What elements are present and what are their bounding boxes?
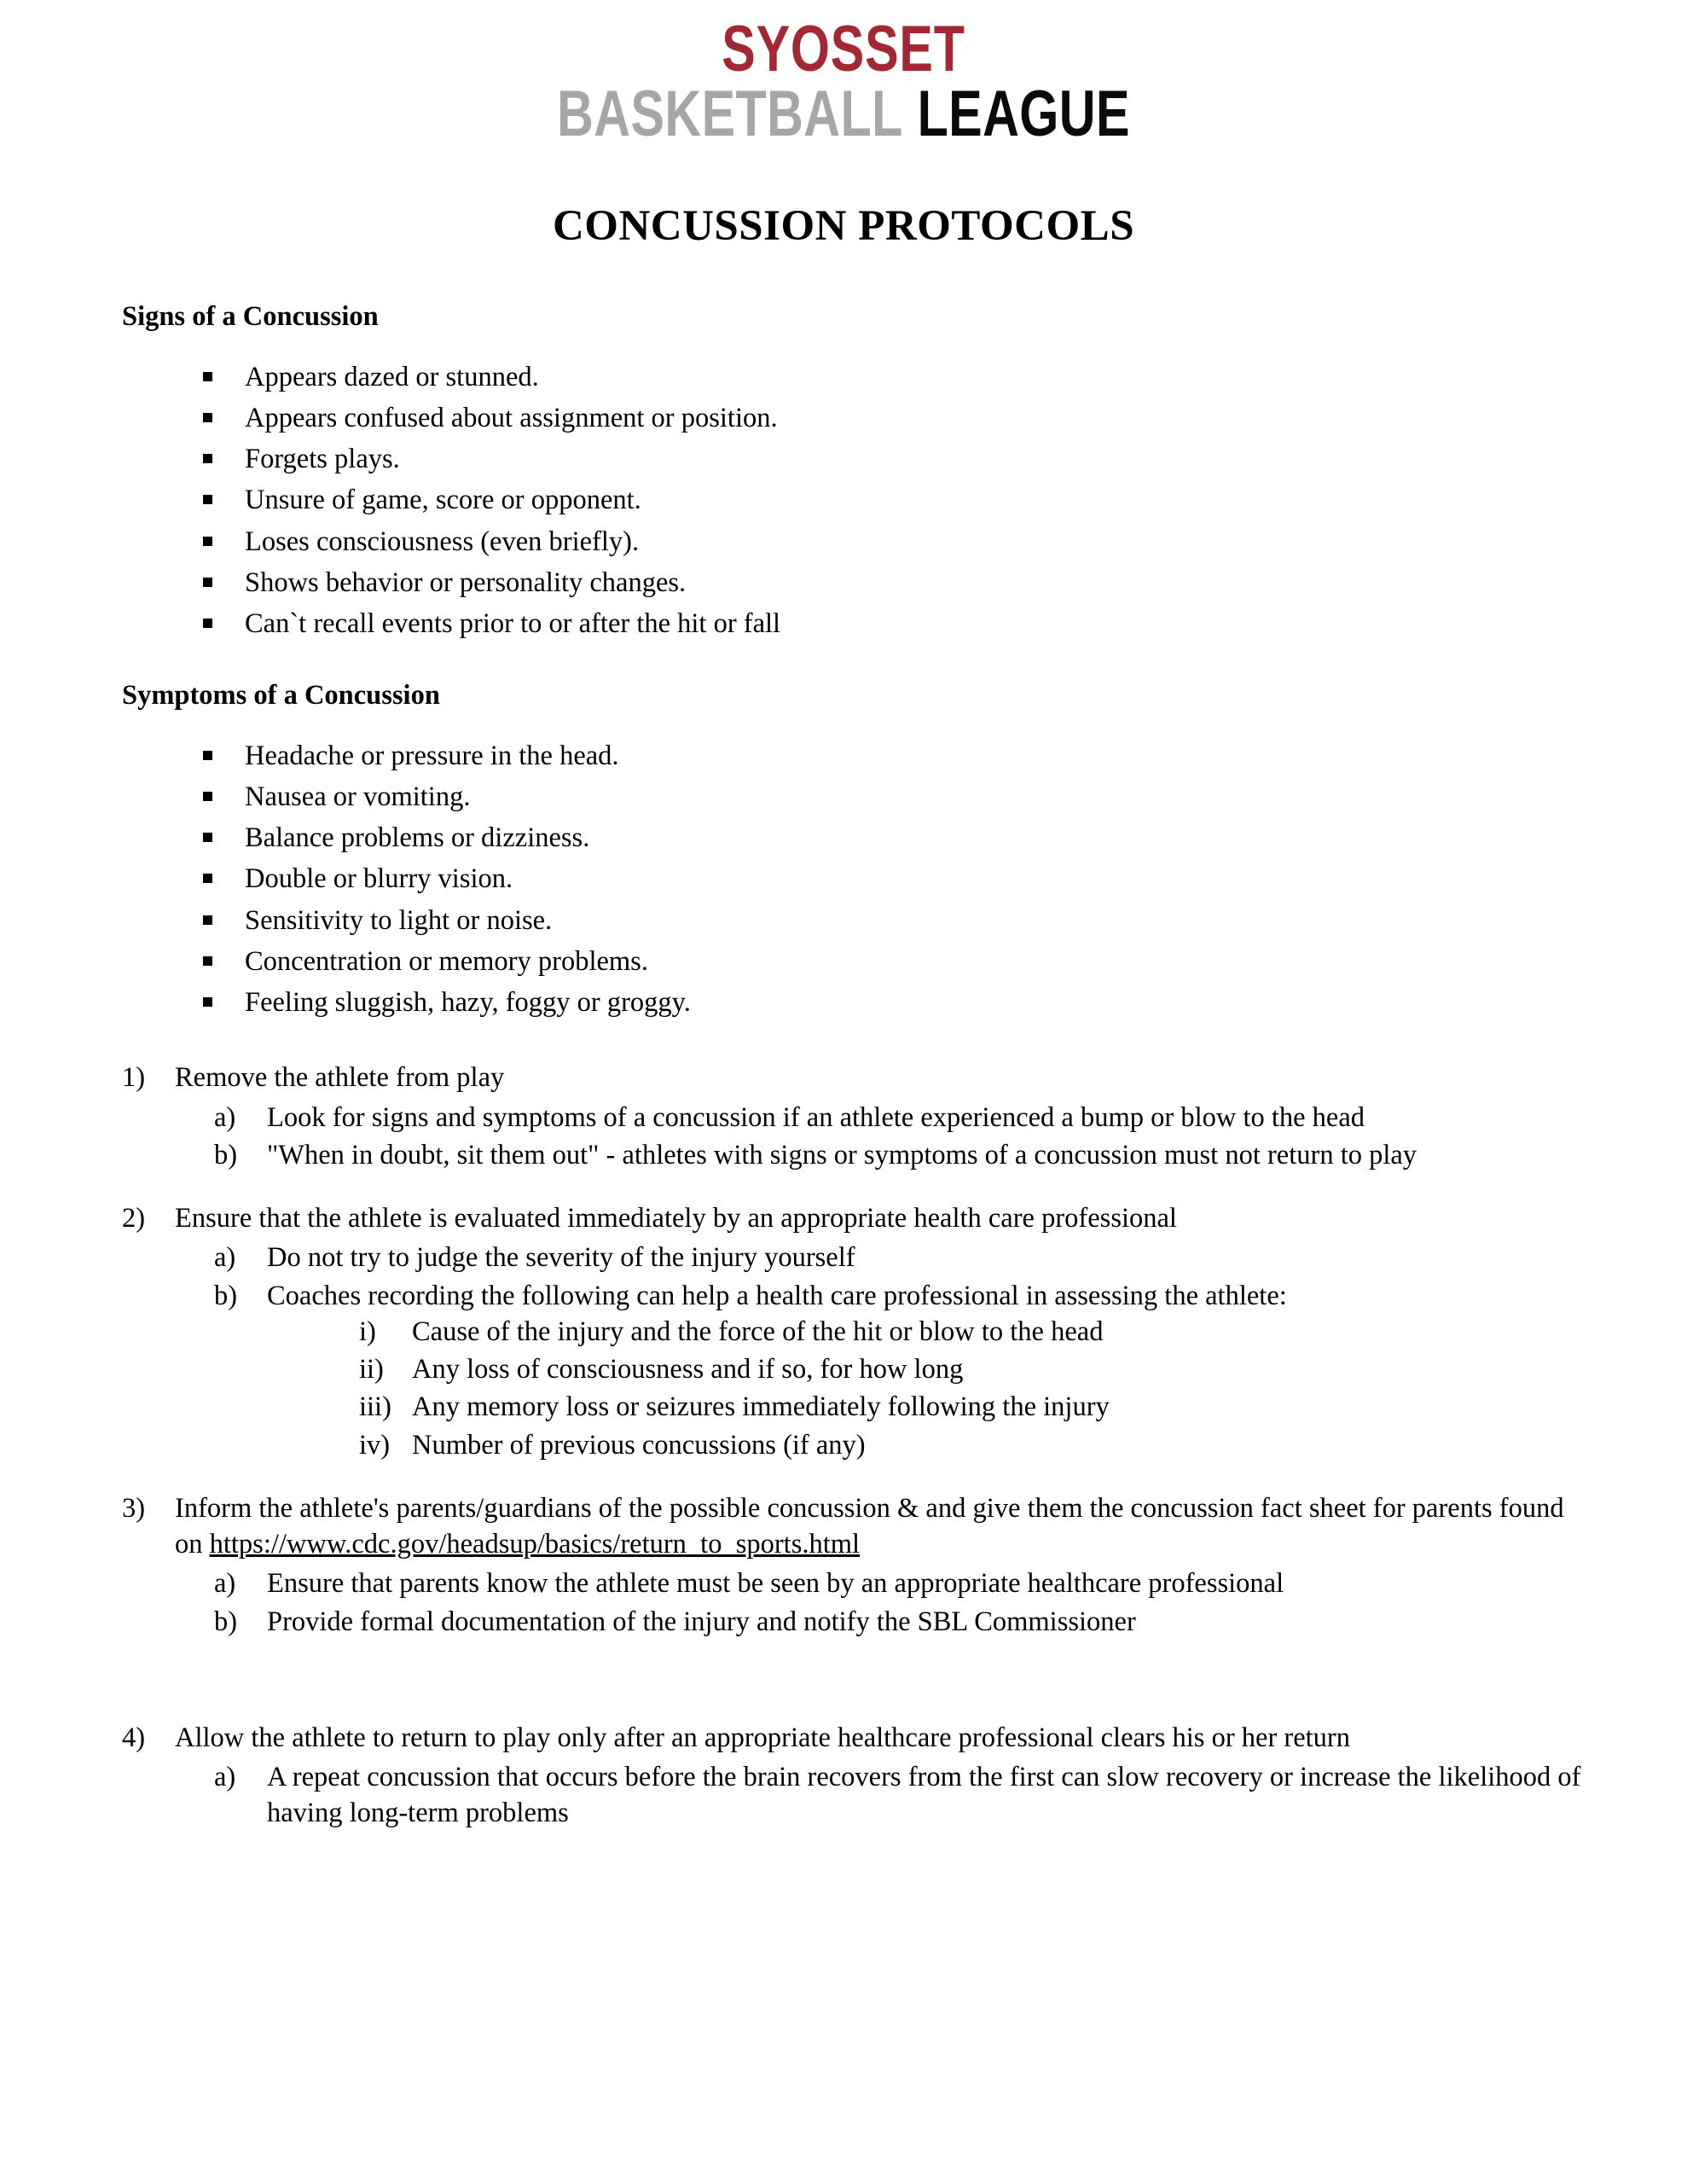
list-item-label: Can`t recall events prior to or after the hit or fall bbox=[245, 608, 781, 640]
step-marker: 2) bbox=[122, 1203, 146, 1234]
protocol-step bbox=[122, 1490, 1585, 1563]
list-item-label: Unsure of game, score or opponent. bbox=[245, 485, 641, 516]
logo-text-league: LEAGUE bbox=[917, 78, 1130, 151]
substep-marker: a) bbox=[214, 1762, 236, 1793]
list-item-label: Feeling sluggish, hazy, foggy or groggy. bbox=[245, 987, 691, 1019]
step-text: Allow the athlete to return to play only after an appropriate healthcare professional clears his or her return bbox=[175, 1722, 1350, 1753]
step-sublist bbox=[122, 1759, 1585, 1832]
list-item bbox=[203, 903, 1585, 938]
detail-text: Number of previous concussions (if any) bbox=[412, 1429, 866, 1461]
protocol-steps-list bbox=[122, 1060, 1585, 1831]
step-marker: 3) bbox=[122, 1492, 146, 1524]
square-bullet-icon bbox=[203, 372, 212, 381]
page-title: CONCUSSION PROTOCOLS bbox=[552, 202, 1135, 251]
substep-text: "When in doubt, sit them out" - athletes with signs or symptoms of a concussion must not return to play bbox=[267, 1139, 1417, 1170]
square-bullet-icon bbox=[203, 956, 212, 966]
list-item bbox=[203, 524, 1585, 560]
document-body bbox=[0, 299, 1687, 1831]
detail-marker: iii) bbox=[359, 1391, 391, 1423]
substep-marker: b) bbox=[214, 1280, 238, 1311]
square-bullet-icon bbox=[203, 619, 212, 628]
list-item bbox=[203, 359, 1585, 395]
step-text bbox=[175, 1490, 1585, 1563]
detail-marker: ii) bbox=[359, 1354, 384, 1385]
list-item bbox=[203, 779, 1585, 815]
substep-detail bbox=[359, 1351, 1585, 1387]
detail-marker: iv) bbox=[359, 1429, 391, 1461]
step-text-lead: Inform the athlete's parents/guardians of the possible concussion & and give them the concussion fact sheet for parents found on bbox=[175, 1492, 1564, 1560]
step-sublist bbox=[122, 1240, 1585, 1463]
square-bullet-icon bbox=[203, 413, 212, 422]
list-item-label: Balance problems or dizziness. bbox=[245, 822, 590, 854]
step-substep bbox=[214, 1565, 1585, 1601]
detail-text: Cause of the injury and the force of the hit or blow to the head bbox=[412, 1316, 1104, 1347]
substep-marker: a) bbox=[214, 1242, 236, 1274]
protocol-step bbox=[122, 1200, 1585, 1236]
list-item bbox=[203, 738, 1585, 774]
spacer bbox=[122, 1465, 1585, 1490]
detail-marker: i) bbox=[359, 1316, 376, 1347]
logo-line-two bbox=[186, 78, 1502, 151]
list-item bbox=[203, 944, 1585, 979]
square-bullet-icon bbox=[203, 792, 212, 801]
cdc-returnto-sports-link[interactable]: https://www.cdc.gov/headsup/basics/return_to_sports.html bbox=[209, 1529, 861, 1560]
substep-marker: a) bbox=[214, 1101, 236, 1133]
list-item-label: Forgets plays. bbox=[245, 444, 400, 475]
substep-text: Coaches recording the following can help a health care professional in assessing the athlete: bbox=[267, 1280, 1287, 1311]
list-item-label: Loses consciousness (even briefly). bbox=[245, 526, 640, 557]
step-substep bbox=[214, 1240, 1585, 1275]
list-item bbox=[203, 565, 1585, 601]
list-item bbox=[203, 606, 1585, 642]
substep-sublist bbox=[267, 1314, 1585, 1463]
spacer bbox=[122, 1641, 1585, 1720]
substep-text: Look for signs and symptoms of a concussion if an athlete experienced a bump or blow to the head bbox=[267, 1101, 1365, 1133]
step-marker: 4) bbox=[122, 1722, 146, 1753]
spacer bbox=[122, 1175, 1585, 1200]
substep-detail bbox=[359, 1314, 1585, 1350]
step-substep bbox=[214, 1137, 1585, 1173]
square-bullet-icon bbox=[203, 997, 212, 1007]
list-item-label: Concentration or memory problems. bbox=[245, 945, 648, 977]
league-logo bbox=[0, 0, 1687, 151]
substep-text: Do not try to judge the severity of the injury yourself bbox=[267, 1242, 855, 1274]
signs-list bbox=[122, 359, 1585, 642]
step-substep bbox=[214, 1759, 1585, 1832]
square-bullet-icon bbox=[203, 915, 212, 925]
square-bullet-icon bbox=[203, 578, 212, 587]
square-bullet-icon bbox=[203, 874, 212, 883]
substep-detail bbox=[359, 1427, 1585, 1463]
section-heading-symptoms: Symptoms of a Concussion bbox=[122, 680, 440, 712]
list-item-label: Shows behavior or personality changes. bbox=[245, 566, 687, 598]
list-item bbox=[203, 400, 1585, 436]
substep-marker: b) bbox=[214, 1139, 238, 1170]
detail-text: Any memory loss or seizures immediately following the injury bbox=[412, 1391, 1110, 1423]
substep-marker: a) bbox=[214, 1568, 236, 1600]
symptoms-list bbox=[122, 738, 1585, 1021]
protocol-step bbox=[122, 1720, 1585, 1756]
logo-text-basketball: BASKETBALL bbox=[557, 78, 903, 151]
spacer bbox=[122, 647, 1585, 677]
square-bullet-icon bbox=[203, 454, 212, 463]
substep-text: Provide formal documentation of the injury and notify the SBL Commissioner bbox=[267, 1606, 1136, 1637]
step-text: Ensure that the athlete is evaluated immediately by an appropriate health care professional bbox=[175, 1203, 1177, 1234]
protocol-step bbox=[122, 1060, 1585, 1095]
step-marker: 1) bbox=[122, 1062, 146, 1094]
step-substep bbox=[214, 1604, 1585, 1640]
square-bullet-icon bbox=[203, 495, 212, 504]
list-item bbox=[203, 820, 1585, 856]
list-item-label: Sensitivity to light or noise. bbox=[245, 904, 553, 936]
square-bullet-icon bbox=[203, 537, 212, 546]
logo-text-syosset: SYOSSET bbox=[722, 13, 965, 85]
list-item-label: Headache or pressure in the head. bbox=[245, 740, 619, 771]
list-item-label: Double or blurry vision. bbox=[245, 863, 513, 895]
substep-detail bbox=[359, 1389, 1585, 1425]
substep-text: Ensure that parents know the athlete must be seen by an appropriate healthcare professional bbox=[267, 1568, 1284, 1600]
list-item bbox=[203, 985, 1585, 1020]
substep-text: A repeat concussion that occurs before the brain recovers from the first can slow recovery or increase the likelihood of having long-term problems bbox=[267, 1762, 1581, 1829]
list-item bbox=[203, 482, 1585, 518]
list-item bbox=[203, 441, 1585, 477]
square-bullet-icon bbox=[203, 751, 212, 760]
list-item-label: Appears dazed or stunned. bbox=[245, 361, 539, 392]
section-heading-signs: Signs of a Concussion bbox=[122, 301, 379, 333]
step-sublist bbox=[122, 1565, 1585, 1640]
square-bullet-icon bbox=[203, 833, 212, 842]
step-substep bbox=[214, 1278, 1585, 1463]
list-item bbox=[203, 861, 1585, 897]
step-sublist bbox=[122, 1100, 1585, 1174]
detail-text: Any loss of consciousness and if so, for how long bbox=[412, 1354, 964, 1385]
list-item-label: Nausea or vomiting. bbox=[245, 781, 471, 812]
list-item-label: Appears confused about assignment or position. bbox=[245, 402, 778, 433]
step-text: Remove the athlete from play bbox=[175, 1062, 505, 1094]
step-substep bbox=[214, 1100, 1585, 1136]
substep-marker: b) bbox=[214, 1606, 238, 1637]
